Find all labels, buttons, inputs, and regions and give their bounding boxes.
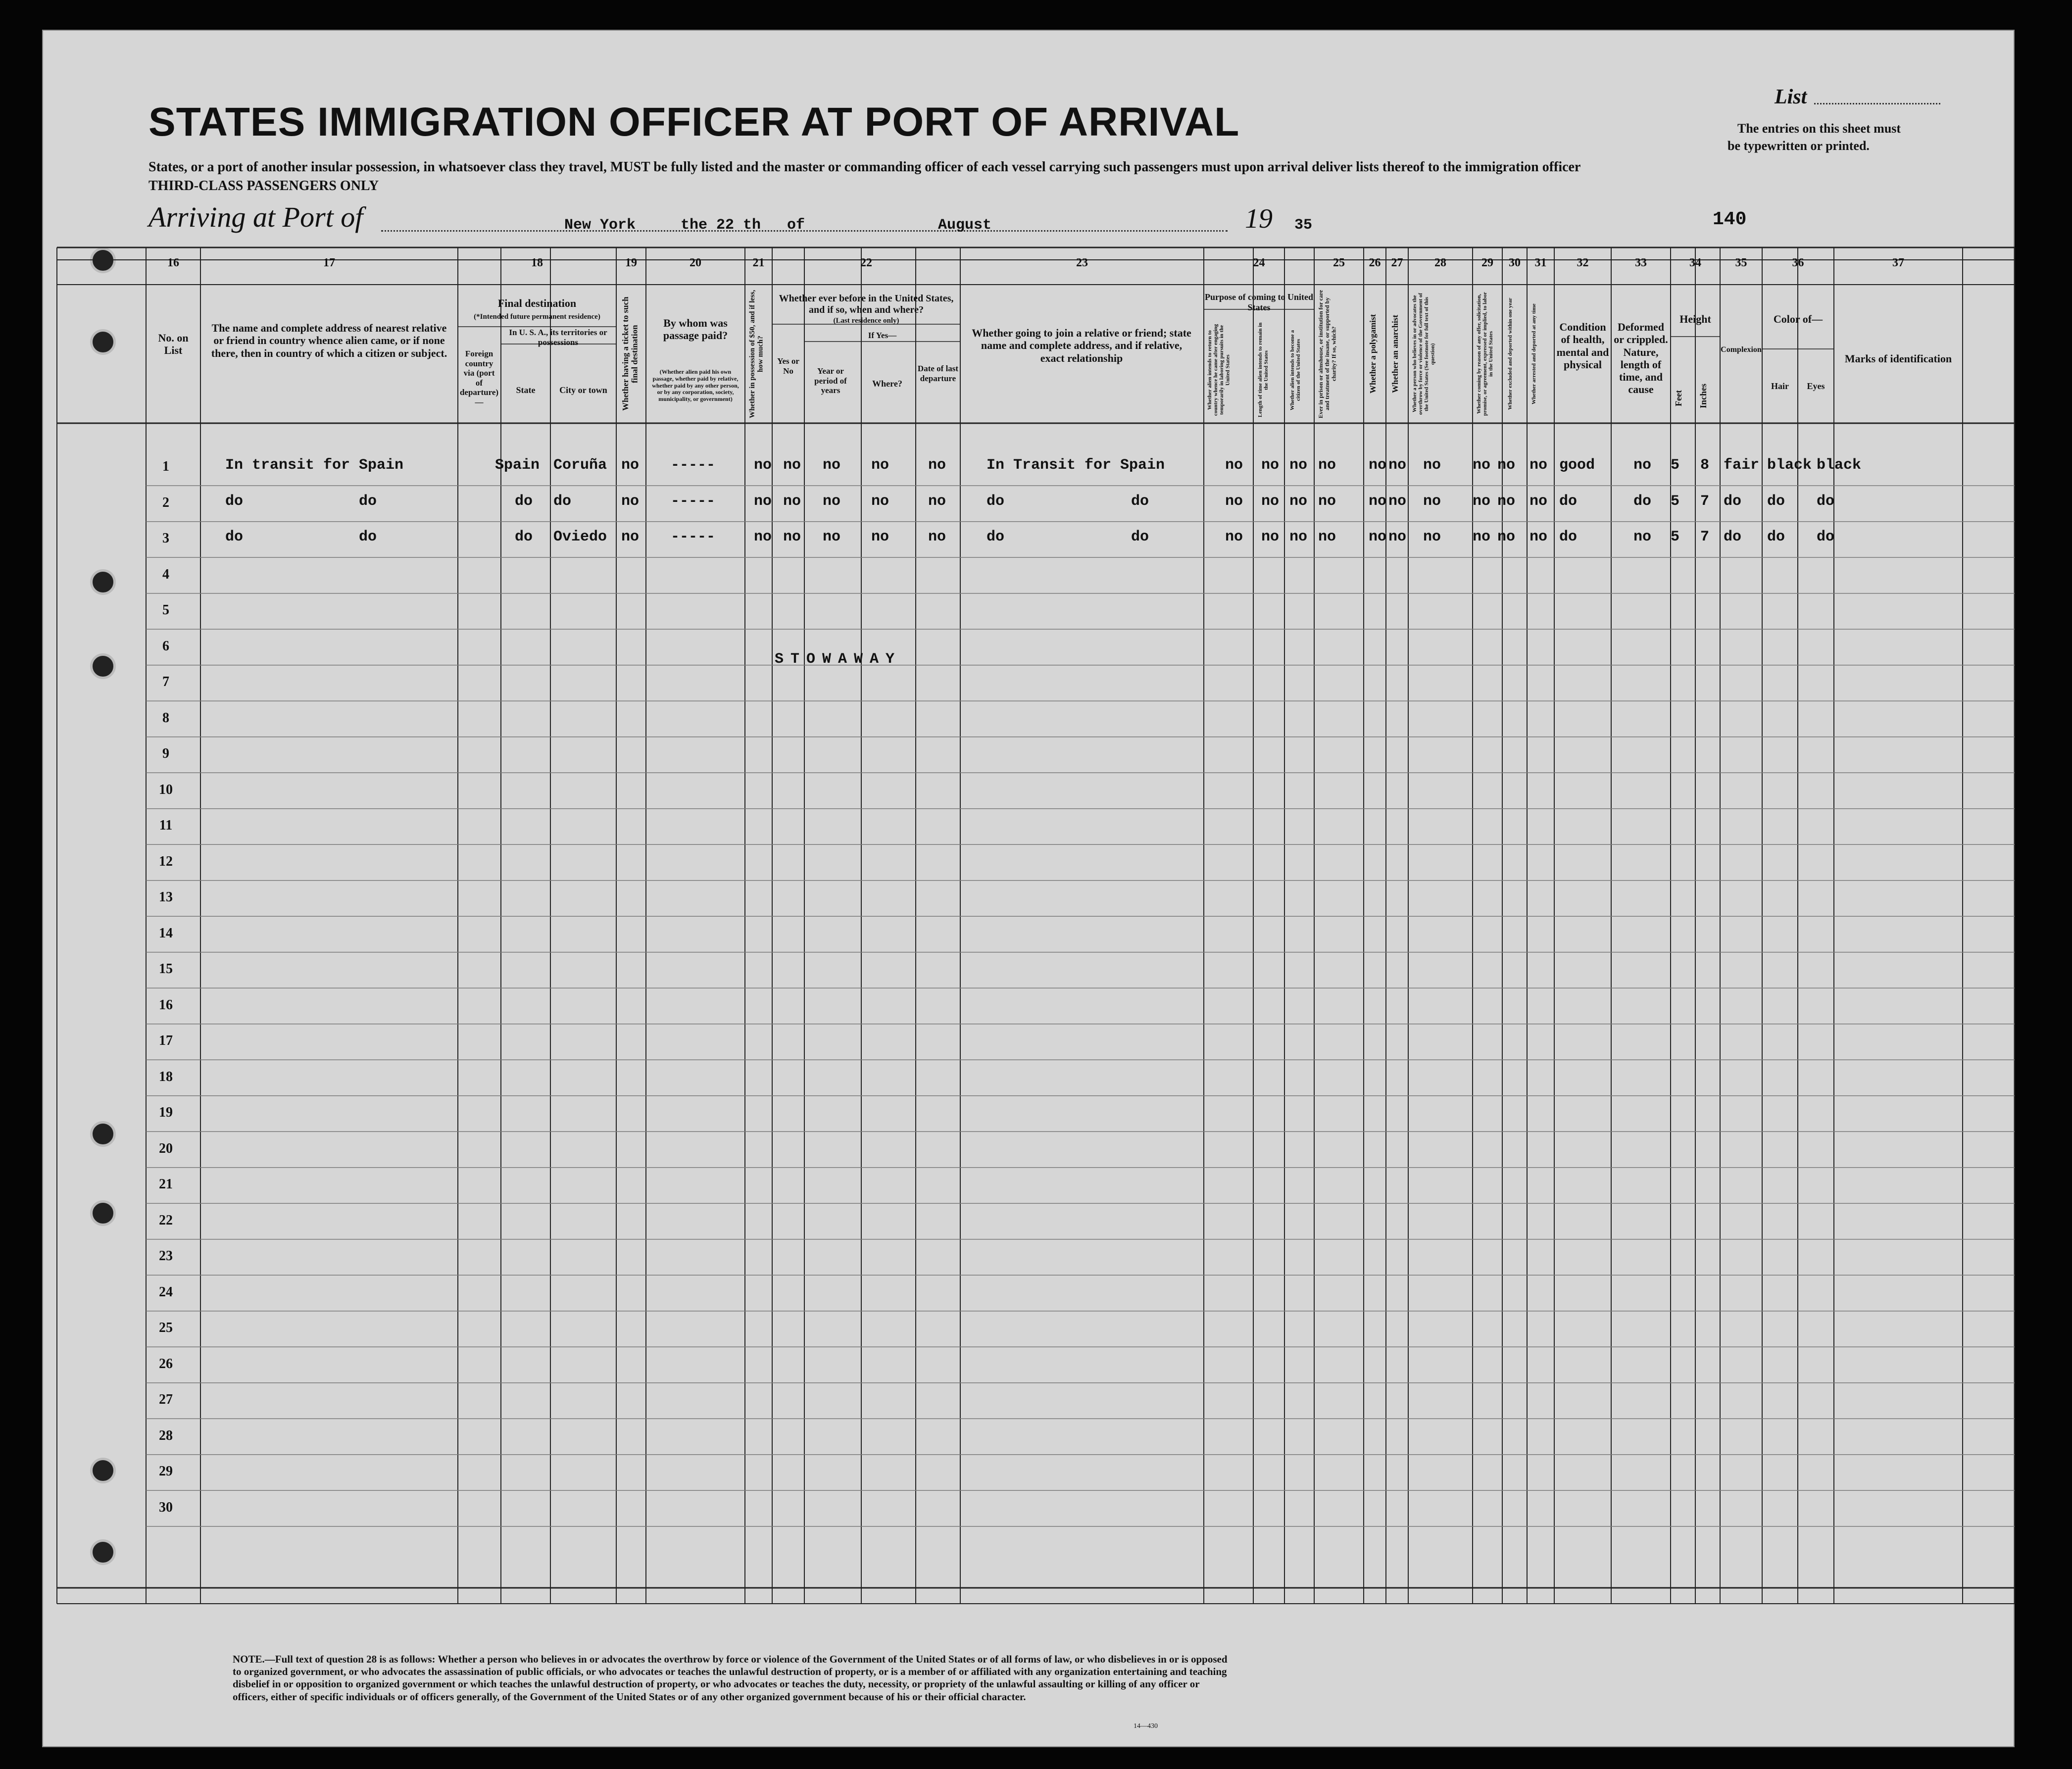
cell-p3: no (1289, 457, 1308, 474)
header-hair: Hair (1771, 381, 1789, 391)
row-number: 18 (159, 1069, 173, 1084)
year-suffix: 35 (1294, 217, 1313, 234)
header-final-destination: Final destination (497, 297, 577, 309)
header-where: Where? (872, 379, 902, 389)
col-num-24: 24 (1253, 256, 1265, 269)
col-num-20: 20 (690, 256, 701, 269)
page-number: 140 (1713, 209, 1747, 230)
header-eyes: Eyes (1807, 381, 1825, 391)
cell-q30: no (1497, 492, 1516, 510)
cell-poly: no (1369, 492, 1387, 510)
header-excluded: Whether excluded and deported within one year (1507, 297, 1513, 410)
cell-hair: do (1767, 492, 1785, 510)
cell-health: good (1559, 457, 1595, 474)
form-number: 14—430 (1134, 1722, 1158, 1730)
list-label: List (1775, 86, 1807, 108)
cell-rel2: do (359, 529, 377, 545)
cell-join2: do (1131, 529, 1149, 545)
cell-inches: 7 (1700, 529, 1710, 545)
cell-rel2: do (359, 492, 377, 510)
cell-yesno: no (783, 457, 801, 474)
header-color-of: Color of— (1773, 313, 1823, 325)
header-ever-in-us: Whether ever before in the United States, and if so, when and where? (779, 293, 954, 315)
header-relative: The name and complete address of nearest relative or friend in country whence alien came, or if none there, then in country of which a citizen or subject. (211, 322, 447, 359)
header-state: State (516, 385, 536, 395)
row-number: 2 (162, 494, 169, 510)
row-number: 12 (159, 853, 173, 869)
header-question-28: Whether a person who believes in or advocates the overthrow by force or violence of the Government of the United States (See footnote for full text of this question) (1412, 293, 1436, 415)
cell-year: no (823, 529, 841, 545)
row-number: 5 (162, 602, 169, 618)
cell-health: do (1559, 492, 1578, 510)
cell-prison: no (1318, 457, 1336, 474)
header-prison: Ever in prison or almshouse, or institution for care and treatment of the insane, or supported by charity? If so, which? (1317, 290, 1337, 418)
row-number: 17 (159, 1033, 173, 1048)
header-purpose-return: Whether alien intends to return to country whence he came after engaging temporarily in laboring pursuits in the United States (1207, 324, 1231, 416)
cell-q31: no (1529, 529, 1548, 545)
cell-year: no (823, 457, 841, 474)
cell-relative: do (225, 492, 244, 510)
header-foreign-country: Foreign country via (port of departure)— (459, 349, 499, 407)
cell-p1: no (1225, 457, 1243, 474)
cell-q28: no (1423, 457, 1441, 474)
cell-city: Coruña (553, 457, 607, 474)
typewritten-note: The entries on this sheet must (1737, 121, 1901, 136)
row-number: 20 (159, 1140, 173, 1156)
col-num-18: 18 (531, 256, 543, 269)
row-number: 23 (159, 1248, 173, 1264)
row-number: 7 (162, 674, 169, 689)
row-number: 13 (159, 889, 173, 905)
row-number: 25 (159, 1320, 173, 1335)
cell-deformed: no (1633, 529, 1652, 545)
header-purpose-citizen: Whether alien intends to become a citizen of the United States (1289, 330, 1302, 410)
cell-ticket: no (621, 492, 640, 510)
header-year: Year or period of years (814, 366, 847, 395)
cell-join2: do (1131, 492, 1149, 510)
port-value: New York (564, 217, 636, 234)
col-num-23: 23 (1076, 256, 1088, 269)
cell-feet: 5 (1671, 457, 1680, 474)
cell-p2: no (1261, 529, 1280, 545)
col-num-34: 34 (1689, 256, 1701, 269)
cell-feet: 5 (1671, 529, 1680, 545)
of-word: of (787, 217, 805, 234)
row-number: 16 (159, 997, 173, 1013)
form-subtitle: States, or a port of another insular possession, in whatsoever class they travel, MUST be fully listed and the master or commanding officer of each vessel carrying such passengers must upon arrival deliver lists thereof to the immigration officer (148, 159, 1581, 175)
header-ever-in-us-note: (Last residence only) (833, 317, 899, 325)
row-number: 11 (159, 818, 173, 833)
col-num-16: 16 (167, 256, 179, 269)
cell-prison: no (1318, 492, 1336, 510)
cell-p3: no (1289, 529, 1308, 545)
cell-anar: no (1388, 492, 1407, 510)
cell-inches: 8 (1700, 457, 1710, 474)
cell-p1: no (1225, 492, 1243, 510)
col-num-22: 22 (860, 256, 872, 269)
cell-deformed: no (1633, 457, 1652, 474)
arriving-label: Arriving at Port of (148, 201, 363, 233)
row-number: 28 (159, 1427, 173, 1443)
col-num-17: 17 (323, 256, 335, 269)
row-number: 19 (159, 1105, 173, 1120)
header-if-yes: If Yes— (868, 331, 897, 340)
cell-date: no (928, 529, 946, 545)
cell-yesno: no (783, 492, 801, 510)
stowaway-label: STOWAWAY (775, 651, 902, 668)
row-number: 4 (162, 566, 169, 582)
row-number: 9 (162, 746, 169, 761)
col-num-37: 37 (1892, 256, 1904, 269)
row-number: 6 (162, 638, 169, 654)
cell-relative: do (225, 529, 244, 545)
cell-where: no (871, 457, 889, 474)
cell-eyes: do (1817, 492, 1835, 510)
header-date-departure: Date of last departure (917, 364, 959, 383)
cell-complexion: do (1724, 529, 1742, 545)
cell-eyes: do (1817, 529, 1835, 545)
month-value: August (938, 217, 992, 234)
header-final-destination-note: (*Intended future permanent residence) (474, 313, 600, 321)
cell-feet: 5 (1671, 492, 1680, 510)
cell-q28: no (1423, 492, 1441, 510)
cell-yesno: no (783, 529, 801, 545)
day-value: the 22 th (681, 217, 761, 234)
typewritten-note-2: be typewritten or printed. (1727, 139, 1870, 153)
header-ticket: Whether having a ticket to such final destination (621, 296, 640, 411)
cell-join: do (987, 492, 1005, 510)
cell-money: no (754, 529, 772, 545)
cell-q29: no (1473, 492, 1491, 510)
cell-money: no (754, 457, 772, 474)
row-number: 1 (162, 459, 169, 474)
cell-p2: no (1261, 492, 1280, 510)
cell-complexion: fair (1724, 457, 1760, 474)
cell-hair: do (1767, 529, 1785, 545)
col-num-29: 29 (1481, 256, 1493, 269)
cell-health: do (1559, 529, 1578, 545)
header-join-relative: Whether going to join a relative or friend; state name and complete address, and if relative, exact relationship (972, 327, 1191, 364)
header-height: Height (1679, 313, 1711, 325)
col-num-21: 21 (752, 256, 765, 269)
cell-state: do (515, 529, 533, 545)
col-num-19: 19 (625, 256, 637, 269)
cell-poly: no (1369, 529, 1387, 545)
cell-q31: no (1529, 457, 1548, 474)
cell-ticket: no (621, 529, 640, 545)
form-subtitle-class: THIRD-CLASS PASSENGERS ONLY (148, 178, 379, 194)
header-complexion: Complexion (1721, 345, 1762, 354)
cell-join: In Transit for Spain (987, 457, 1165, 474)
header-labor-offer: Whether coming by reason of any offer, solicitation, promise, or agreement, expressed or implied, to labor in the United States (1476, 292, 1494, 416)
cell-where: no (871, 529, 889, 545)
header-deported: Whether arrested and deported at any time (1531, 303, 1537, 404)
row-number: 30 (159, 1499, 173, 1515)
header-inches: Inches (1698, 384, 1708, 409)
header-deformed: Deformed or crippled. Nature, length of time, and cause (1614, 321, 1668, 396)
cell-city: do (553, 492, 572, 510)
cell-prison: no (1318, 529, 1336, 545)
col-num-31: 31 (1534, 256, 1547, 269)
header-purpose: Purpose of coming to United States (1205, 292, 1313, 312)
header-passage-paid-note: (Whether alien paid his own passage, whether paid by relative, whether paid by any other person, or by any corporation, society, municipality, or government) (652, 368, 739, 403)
header-no-on-list: No. on List (158, 332, 189, 357)
cell-where: no (871, 492, 889, 510)
col-num-32: 32 (1577, 256, 1589, 269)
cell-ticket: no (621, 457, 640, 474)
col-num-35: 35 (1735, 256, 1747, 269)
col-num-36: 36 (1792, 256, 1804, 269)
cell-paid: ----- (671, 529, 716, 545)
cell-deformed: do (1633, 492, 1652, 510)
row-number: 14 (159, 925, 173, 941)
cell-anar: no (1388, 529, 1407, 545)
header-health: Condition of health, mental and physical (1556, 321, 1609, 371)
cell-p2: no (1261, 457, 1280, 474)
col-num-27: 27 (1391, 256, 1403, 269)
cell-city: Oviedo (553, 529, 607, 545)
row-number: 22 (159, 1212, 173, 1228)
row-number: 26 (159, 1356, 173, 1372)
cell-country: Spain (495, 457, 540, 474)
cell-date: no (928, 457, 946, 474)
cell-join: do (987, 529, 1005, 545)
cell-paid: ----- (671, 492, 716, 510)
cell-q29: no (1473, 529, 1491, 545)
cell-q30: no (1497, 529, 1516, 545)
header-in-usa: In U. S. A., its territories or possessions (509, 328, 607, 347)
row-number: 29 (159, 1464, 173, 1479)
col-num-25: 25 (1333, 256, 1345, 269)
col-num-30: 30 (1509, 256, 1521, 269)
row-number: 15 (159, 961, 173, 977)
cell-year: no (823, 492, 841, 510)
header-purpose-length: Length of time alien intends to remain in the United States (1257, 322, 1270, 418)
row-number: 8 (162, 710, 169, 726)
cell-q30: no (1497, 457, 1516, 474)
row-number: 3 (162, 531, 169, 546)
cell-complexion: do (1724, 492, 1742, 510)
col-num-26: 26 (1369, 256, 1381, 269)
cell-q28: no (1423, 529, 1441, 545)
row-number: 27 (159, 1392, 173, 1407)
cell-p1: no (1225, 529, 1243, 545)
cell-q29: no (1473, 457, 1491, 474)
footnote: NOTE.—Full text of question 28 is as follows: Whether a person who believes in or advocates the overthrow by force or violence of the Government of the United States or of all forms of law, or who disbelieves in or is opposed to organized government, or who advocates the assassination of public officials, or who advocates or teaches the unlawful destruction of property, or is a member of or affiliated with any organization entertaining and teaching disbelief in or opposition to organized government or which teaches the unlawful destruction of property, or who advocates or teaches the duty, necessity, or propriety of the unlawful assaulting or killing of any officer or officers, either of specific individuals or of officers generally, of the Government of the United States or of any other organized government because of his or their official character. (233, 1653, 1228, 1703)
cell-date: no (928, 492, 946, 510)
cell-paid: ----- (671, 457, 716, 474)
header-yes-or-no: Yes or No (777, 356, 799, 376)
year-prefix: 19 (1245, 203, 1273, 234)
cell-state: do (515, 492, 533, 510)
cell-relative: In transit for Spain (225, 457, 404, 474)
cell-money: no (754, 492, 772, 510)
row-number: 10 (159, 782, 173, 797)
col-num-33: 33 (1635, 256, 1647, 269)
cell-hair: black (1767, 457, 1812, 474)
cell-inches: 7 (1700, 492, 1710, 510)
row-number: 24 (159, 1284, 173, 1300)
cell-anar: no (1388, 457, 1407, 474)
cell-q31: no (1529, 492, 1548, 510)
header-polygamist: Whether a polygamist (1368, 314, 1378, 394)
header-marks: Marks of identification (1844, 352, 1952, 365)
cell-poly: no (1369, 457, 1387, 474)
header-money: Whether in possession of $50, and if less, how much? (748, 290, 765, 418)
header-feet: Feet (1674, 390, 1683, 407)
header-passage-paid: By whom was passage paid? (663, 317, 728, 342)
form-title: STATES IMMIGRATION OFFICER AT PORT OF ARRIVAL (148, 99, 1240, 145)
row-number: 21 (159, 1177, 173, 1192)
cell-p3: no (1289, 492, 1308, 510)
cell-eyes: black (1817, 457, 1862, 474)
header-anarchist: Whether an anarchist (1390, 314, 1400, 393)
col-num-28: 28 (1434, 256, 1446, 269)
header-city: City or town (559, 385, 607, 395)
